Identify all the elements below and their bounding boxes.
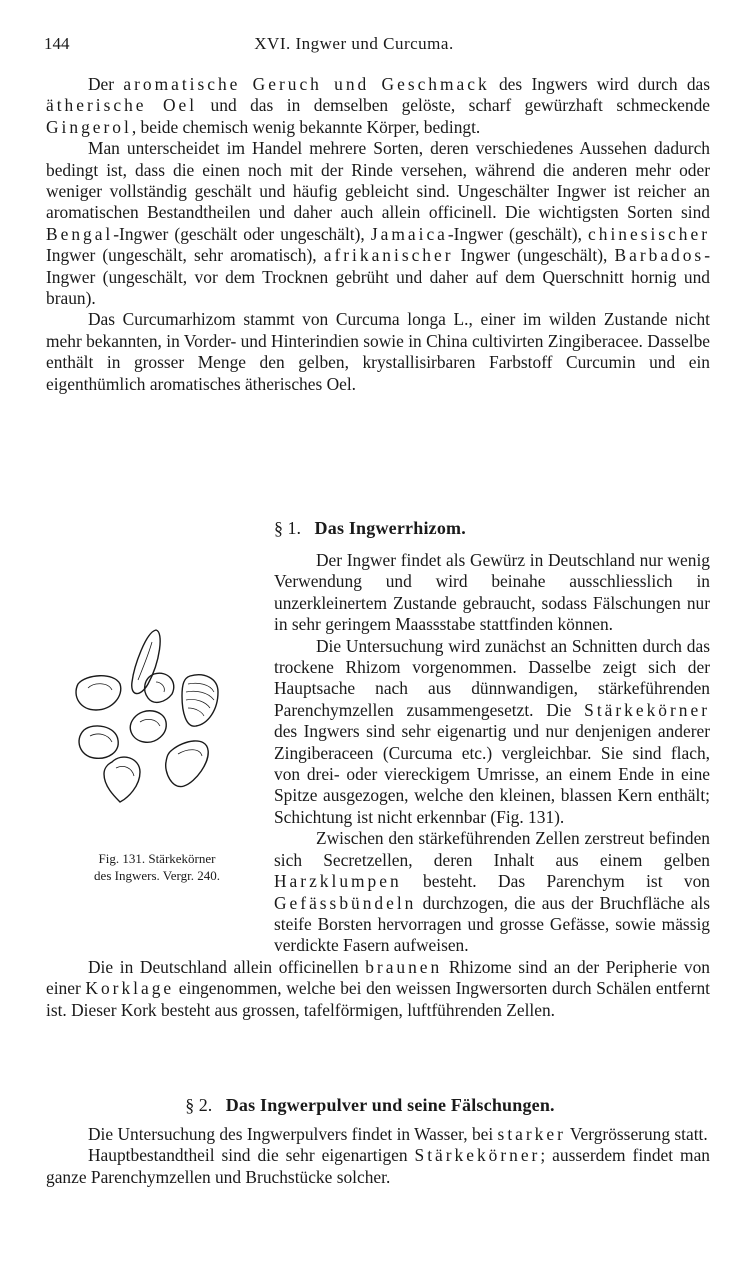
section-1-paragraph-2: Die Untersuchung wird zunächst an Schnitten durch das trockene Rhizom vorgenommen. Dasselbe zeigt sich der Hauptsache nach aus dünnwandigen, stärkeführenden Parenchymzellen zusammengesetzt. Die Stärkekörner des Ingwers sind sehr eigenartig und nur denjenigen anderer Zingiberaceen (Curcuma etc.) vergleichbar. Sie sind flach, von drei- oder viereckigem Umrisse, an einem Ende in eine Spitze ausgezogen, welche den kleinen, blassen Kern enthält; Schichtung ist nicht erkennbar (Fig. 131). bbox=[274, 635, 710, 827]
section-2-body bbox=[46, 1124, 710, 1188]
intro-paragraph-2: Man unterscheidet im Handel mehrere Sorten, deren verschiedenes Aussehen dadurch bedingt ist, dass die einen noch mit der Rinde versehen, während die anderen mehr oder weniger vollständig geschält und häufig gebleicht sind. Ungeschälter Ingwer ist reicher an aromatischen Bestandtheilen und daher auch allein officinell. Die wichtigsten Sorten sind Bengal-Ingwer (geschält oder ungeschält), Jamaica-Ingwer (geschält), chinesischer Ingwer (ungeschält, sehr aromatisch), afrikanischer Ingwer (ungeschält), Barbados-Ingwer (ungeschält, vor dem Trocknen gebrüht und daher auf dem Querschnitt hornig und braun). bbox=[46, 138, 710, 309]
section-1-title: Das Ingwerrhizom. bbox=[314, 518, 466, 538]
section-2-title: Das Ingwerpulver und seine Fälschungen. bbox=[225, 1095, 555, 1115]
running-title: XVI. Ingwer und Curcuma. bbox=[254, 34, 454, 53]
figure-caption bbox=[46, 850, 268, 884]
section-2-number: § 2. bbox=[185, 1095, 213, 1115]
figure-caption-line-1: Fig. 131. Stärkekörner bbox=[98, 851, 216, 866]
intro-paragraph-3: Das Curcumarhizom stammt von Curcuma longa L., einer im wilden Zustande nicht mehr bekannten, in Vorder- und Hinterindien sowie in China cultivirten Zingiberacee. Dasselbe enthält in grosser Menge den gelben, krystallisirbaren Farbstoff Curcumin und ein eigenthümlich aromatisches ätherisches Oel. bbox=[46, 309, 711, 394]
intro-section bbox=[46, 74, 710, 395]
section-2-paragraph-2: Hauptbestandtheil sind die sehr eigenartigen Stärkekörner; ausserdem findet man ganze Parenchymzellen und Bruchstücke solcher. bbox=[46, 1145, 710, 1187]
figure-caption-line-2: des Ingwers. Vergr. 240. bbox=[94, 868, 220, 883]
section-1-body bbox=[46, 550, 710, 1021]
section-2-heading bbox=[0, 1095, 740, 1116]
intro-paragraph-1: Der aromatische Geruch und Geschmack des Ingwers wird durch das ätherische Oel und das in demselben gelöste, scharf gewürzhaft schmeckende Gingerol, beide chemisch wenig bekannte Körper, bedingt. bbox=[46, 74, 711, 137]
starch-grains-illustration bbox=[68, 622, 238, 822]
section-1-number: § 1. bbox=[274, 518, 302, 538]
page-number: 144 bbox=[44, 34, 70, 53]
section-1-paragraph-3: Zwischen den stärkeführenden Zellen zerstreut befinden sich Secretzellen, deren Inhalt aus einem gelben Harzklumpen besteht. Das Parenchym ist von Gefässbündeln durchzogen, die aus der Bruchfläche als steife Borsten hervorragen und grosse Gefässe, sowie mässig verdickte Fasern aufweisen. bbox=[274, 828, 710, 956]
page-header bbox=[44, 34, 664, 58]
section-1-paragraph-4: Die in Deutschland allein officinellen braunen Rhizome sind an der Peripherie von einer Korklage eingenommen, welche bei den weissen Ingwersorten durch Schälen entfernt ist. Dieser Kork besteht aus grossen, tafelförmigen, luftführenden Zellen. bbox=[46, 956, 711, 1020]
section-1-paragraph-1: Der Ingwer findet als Gewürz in Deutschland nur wenig Verwendung und wird beinahe ausschliesslich in unzerkleinertem Zustande gebraucht, sodass Fälschungen nur in sehr geringem Maassstabe stattfinden können. bbox=[274, 550, 710, 635]
section-1-heading bbox=[0, 518, 740, 539]
section-2-paragraph-1: Die Untersuchung des Ingwerpulvers findet in Wasser, bei starker Vergrösserung statt. bbox=[88, 1124, 708, 1144]
figure-131 bbox=[46, 614, 268, 936]
